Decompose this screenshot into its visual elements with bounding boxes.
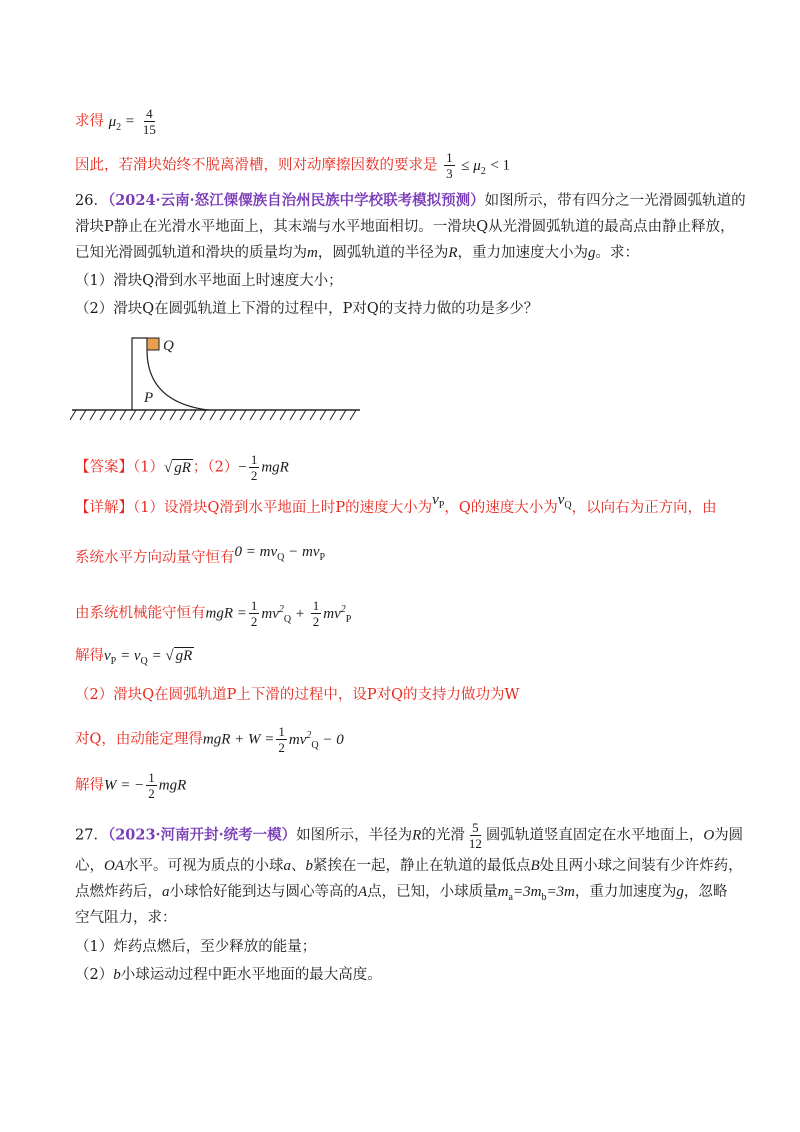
result-label: 求得	[75, 113, 104, 130]
q26-theorem: 对Q，由动能定理得mgR + W = $\frac{1}{2}$ $mv^2_Q - 0$	[75, 724, 344, 755]
q26-sub2: （2）滑块Q在圆弧轨道上下滑的过程中，P对Q的支持力做的功是多少？	[75, 301, 539, 317]
q26-line1: 26．（2024·云南·怒江傈僳族自治州民族中学校联考模拟预测）如图所示，带有四分之一光滑圆弧轨道的	[75, 192, 746, 209]
q26-detail-line1: 【详解】（1）设滑块Q滑到水平地面上时P的速度大小为$v_P$，Q的速度大小为$v_Q$，以向右为正方向，由	[75, 492, 717, 516]
q26-energy: 由系统机械能守恒有mgR = $\frac{1}{2}$ $mv^2_Q$ + $\frac{1}{2}$ $mv^2_P$	[75, 598, 352, 629]
q27-line1: 27．（2023·河南开封·统考一模）如图所示，半径为R的光滑 $\frac{5}{12}$ 圆弧轨道竖直固定在水平地面上，O为圆	[75, 820, 744, 851]
q26-figure	[70, 332, 370, 424]
q26-solve: 解得$v_P = v_Q$ = √ gR	[75, 648, 193, 667]
q26-source: （2024·云南·怒江傈僳族自治州民族中学校联考模拟预测）	[107, 192, 485, 209]
q27-line2: 心，OA水平。可视为质点的小球a、b紧挨在一起，静止在轨道的最低点B处且两小球之间装有少许炸药，	[75, 858, 743, 874]
q26-sub1: （1）滑块Q滑到水平地面上时速度大小；	[75, 273, 343, 289]
q27-line3: 点燃炸药后，a小球恰好能到达与圆心等高的A点，已知，小球质量$m_a=3m_b=3m$，重力加速度为g，忽略	[75, 884, 728, 903]
fraction-4-15: $\frac{4}{15}$	[142, 106, 156, 137]
q26-number: 26．	[75, 193, 108, 209]
q26-line3: 已知光滑圆弧轨道和滑块的质量均为m，圆弧轨道的半径为R，重力加速度大小为g。求：	[75, 245, 640, 261]
conclusion-line: 因此，若滑块始终不脱离滑槽，则对动摩擦因数的要求是 $\frac{1}{3}$ ≤ $\mu_2 < 1$	[75, 150, 511, 181]
answer-label: 【答案】	[75, 459, 133, 476]
q27-source: （2023·河南开封·统考一模）	[107, 826, 297, 844]
q27-sub2: （2）b小球运动过程中距水平地面的最大高度。	[75, 967, 382, 983]
detail-label: 【详解】	[75, 500, 133, 516]
q26-final: 解得W = − $\frac{1}{2}$ mgR	[75, 770, 187, 801]
q27-sub1: （1）炸药点燃后，至少释放的能量；	[75, 939, 317, 955]
block-q	[147, 338, 159, 350]
q27-line4: 空气阻力，求：	[75, 910, 177, 926]
label-q: Q	[163, 338, 174, 354]
q26-momentum: 系统水平方向动量守恒有$0 = mv_Q - mv_P$	[75, 544, 326, 566]
ground-hatching	[70, 410, 356, 420]
q26-answer: 【答案】（1）√ gR ；（2）− $\frac{1}{2}$ mgR	[75, 452, 289, 483]
q27-number: 27．	[75, 827, 108, 844]
result-line-mu2: 求得 $\mu_2$ = $\frac{4}{15}$	[75, 106, 156, 137]
q26-detail-line2: （2）滑块Q在圆弧轨道P上下滑的过程中，设P对Q的支持力做功为W	[75, 687, 520, 703]
q26-line2: 滑块P静止在光滑水平地面上，其末端与水平地面相切。一滑块Q从光滑圆弧轨道的最高点由静止释放，	[75, 219, 735, 235]
sqrt-gR: √ gR	[163, 459, 191, 476]
label-p: P	[144, 390, 154, 406]
conclusion-text: 因此，若滑块始终不脱离滑槽，则对动摩擦因数的要求是	[75, 157, 438, 174]
fraction-1-3: $\frac{1}{3}$	[446, 150, 453, 181]
mu-symbol: $\mu_2$	[108, 113, 122, 133]
